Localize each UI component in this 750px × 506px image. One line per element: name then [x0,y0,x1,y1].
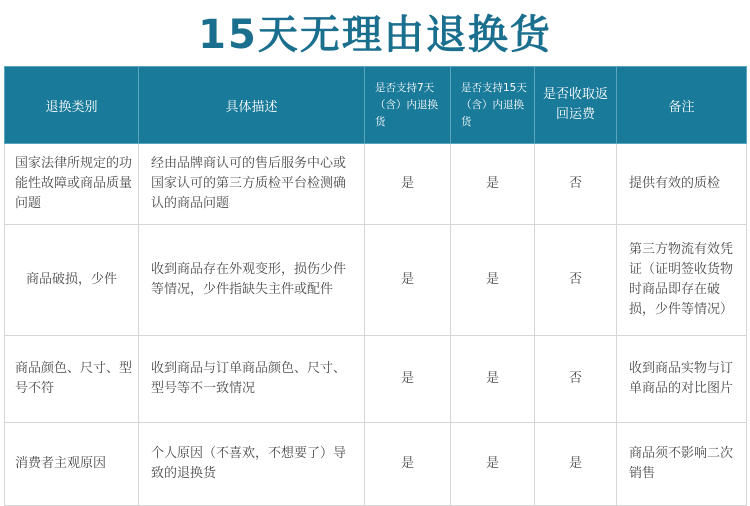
row-type: 国家法律所规定的功能性故障或商品质量问题 [5,144,139,225]
table-row [5,336,747,423]
row-type: 消费者主观原因 [5,423,139,506]
row-seven-day: 是 [365,225,451,336]
row-description: 经由品牌商认可的售后服务中心或国家认可的第三方质检平台检测确认的商品问题 [139,144,365,225]
header-type: 退换类别 [5,67,139,144]
header-seven-day: 是否支持7天（含）内退换货 [365,67,451,144]
row-return-shipping: 否 [535,144,617,225]
row-description: 个人原因（不喜欢，不想要了）导致的退换货 [139,423,365,506]
row-type: 商品颜色、尺寸、型号不符 [5,336,139,423]
row-fifteen-day: 是 [451,336,535,423]
row-seven-day: 是 [365,336,451,423]
row-description: 收到商品存在外观变形，损伤少件等情况，少件指缺失主件或配件 [139,225,365,336]
table-row [5,144,747,225]
row-seven-day: 是 [365,144,451,225]
row-fifteen-day: 是 [451,225,535,336]
row-fifteen-day: 是 [451,423,535,506]
row-notes: 收到商品实物与订单商品的对比图片 [617,336,747,423]
header-description: 具体描述 [139,67,365,144]
row-notes: 提供有效的质检 [617,144,747,225]
header-notes: 备注 [617,67,747,144]
row-seven-day: 是 [365,423,451,506]
row-type: 商品破损，少件 [5,225,139,336]
row-description: 收到商品与订单商品颜色、尺寸、型号等不一致情况 [139,336,365,423]
header-fifteen-day: 是否支持15天（含）内退换货 [451,67,535,144]
return-policy-table [4,66,747,506]
row-return-shipping: 是 [535,423,617,506]
row-fifteen-day: 是 [451,144,535,225]
row-notes: 商品须不影响二次销售 [617,423,747,506]
table-header-row [5,67,747,144]
table-row [5,423,747,506]
table-row [5,225,747,336]
row-return-shipping: 否 [535,225,617,336]
header-return-shipping: 是否收取返回运费 [535,67,617,144]
row-return-shipping: 否 [535,336,617,423]
page-title: 15天无理由退换货 [198,12,552,58]
row-notes: 第三方物流有效凭证（证明签收货物时商品即存在破损，少件等情况） [617,225,747,336]
